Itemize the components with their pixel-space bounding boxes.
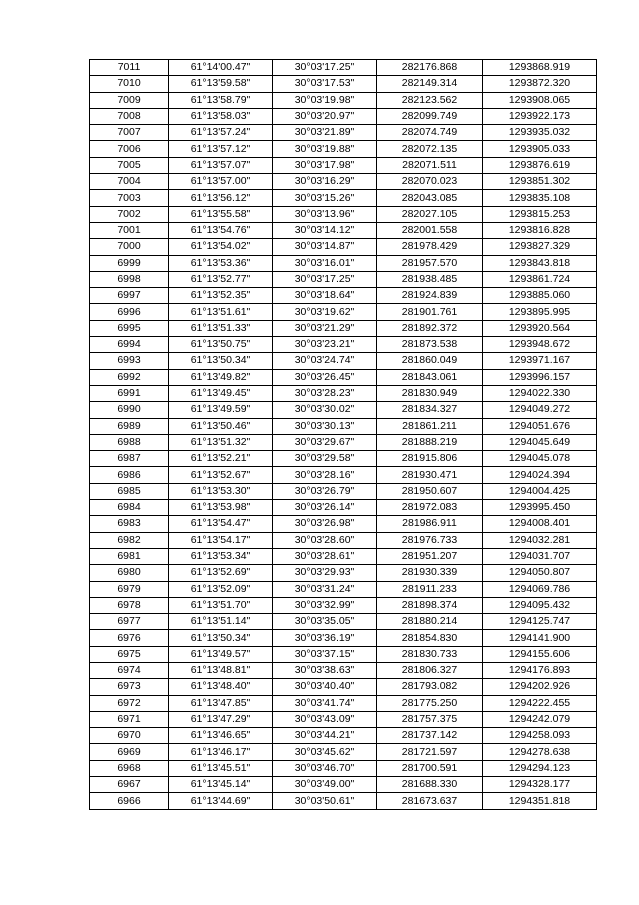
x-coordinate-cell: 281892.372 xyxy=(377,320,483,336)
point-id-cell: 6993 xyxy=(90,353,169,369)
longitude-cell: 30°03'16.29" xyxy=(273,174,377,190)
table-row xyxy=(90,141,597,157)
point-id-cell: 6982 xyxy=(90,532,169,548)
longitude-cell: 30°03'26.79" xyxy=(273,483,377,499)
table-row xyxy=(90,451,597,467)
latitude-cell: 61°13'58.79" xyxy=(169,92,273,108)
y-coordinate-cell: 1294294.123 xyxy=(483,760,597,776)
y-coordinate-cell: 1294141.900 xyxy=(483,630,597,646)
table-row xyxy=(90,679,597,695)
x-coordinate-cell: 281830.949 xyxy=(377,385,483,401)
table-row xyxy=(90,581,597,597)
y-coordinate-cell: 1293920.564 xyxy=(483,320,597,336)
table-row xyxy=(90,646,597,662)
x-coordinate-cell: 281930.339 xyxy=(377,565,483,581)
latitude-cell: 61°13'49.59" xyxy=(169,402,273,418)
latitude-cell: 61°13'53.34" xyxy=(169,548,273,564)
x-coordinate-cell: 281721.597 xyxy=(377,744,483,760)
coordinates-table xyxy=(89,59,597,810)
y-coordinate-cell: 1293995.450 xyxy=(483,500,597,516)
x-coordinate-cell: 281830.733 xyxy=(377,646,483,662)
table-row xyxy=(90,630,597,646)
longitude-cell: 30°03'19.88" xyxy=(273,141,377,157)
latitude-cell: 61°13'57.12" xyxy=(169,141,273,157)
y-coordinate-cell: 1293895.995 xyxy=(483,304,597,320)
x-coordinate-cell: 282149.314 xyxy=(377,76,483,92)
y-coordinate-cell: 1293835.108 xyxy=(483,190,597,206)
longitude-cell: 30°03'18.64" xyxy=(273,288,377,304)
longitude-cell: 30°03'29.93" xyxy=(273,565,377,581)
point-id-cell: 6972 xyxy=(90,695,169,711)
point-id-cell: 7006 xyxy=(90,141,169,157)
point-id-cell: 7002 xyxy=(90,206,169,222)
x-coordinate-cell: 281673.637 xyxy=(377,793,483,809)
latitude-cell: 61°14'00.47" xyxy=(169,60,273,76)
x-coordinate-cell: 281898.374 xyxy=(377,597,483,613)
point-id-cell: 7005 xyxy=(90,157,169,173)
y-coordinate-cell: 1294351.818 xyxy=(483,793,597,809)
latitude-cell: 61°13'48.40" xyxy=(169,679,273,695)
table-row xyxy=(90,793,597,809)
point-id-cell: 6981 xyxy=(90,548,169,564)
y-coordinate-cell: 1294095.432 xyxy=(483,597,597,613)
table-row xyxy=(90,597,597,613)
latitude-cell: 61°13'49.82" xyxy=(169,369,273,385)
y-coordinate-cell: 1293885.060 xyxy=(483,288,597,304)
y-coordinate-cell: 1294050.807 xyxy=(483,565,597,581)
point-id-cell: 6968 xyxy=(90,760,169,776)
x-coordinate-cell: 281972.083 xyxy=(377,500,483,516)
table-row xyxy=(90,222,597,238)
latitude-cell: 61°13'50.34" xyxy=(169,630,273,646)
point-id-cell: 6977 xyxy=(90,614,169,630)
table-row xyxy=(90,500,597,516)
table-row xyxy=(90,125,597,141)
table-row xyxy=(90,565,597,581)
latitude-cell: 61°13'46.65" xyxy=(169,728,273,744)
point-id-cell: 7009 xyxy=(90,92,169,108)
latitude-cell: 61°13'52.09" xyxy=(169,581,273,597)
longitude-cell: 30°03'46.70" xyxy=(273,760,377,776)
y-coordinate-cell: 1293827.329 xyxy=(483,239,597,255)
x-coordinate-cell: 281888.219 xyxy=(377,434,483,450)
table-row xyxy=(90,304,597,320)
table-row xyxy=(90,255,597,271)
y-coordinate-cell: 1294242.079 xyxy=(483,711,597,727)
point-id-cell: 6971 xyxy=(90,711,169,727)
point-id-cell: 6987 xyxy=(90,451,169,467)
y-coordinate-cell: 1293815.253 xyxy=(483,206,597,222)
x-coordinate-cell: 281861.211 xyxy=(377,418,483,434)
y-coordinate-cell: 1293861.724 xyxy=(483,271,597,287)
longitude-cell: 30°03'21.29" xyxy=(273,320,377,336)
point-id-cell: 6998 xyxy=(90,271,169,287)
longitude-cell: 30°03'17.98" xyxy=(273,157,377,173)
x-coordinate-cell: 281834.327 xyxy=(377,402,483,418)
longitude-cell: 30°03'23.21" xyxy=(273,337,377,353)
x-coordinate-cell: 281986.911 xyxy=(377,516,483,532)
y-coordinate-cell: 1293843.818 xyxy=(483,255,597,271)
y-coordinate-cell: 1293908.065 xyxy=(483,92,597,108)
latitude-cell: 61°13'53.98" xyxy=(169,500,273,516)
longitude-cell: 30°03'16.01" xyxy=(273,255,377,271)
x-coordinate-cell: 281938.485 xyxy=(377,271,483,287)
point-id-cell: 6989 xyxy=(90,418,169,434)
x-coordinate-cell: 282176.868 xyxy=(377,60,483,76)
point-id-cell: 6973 xyxy=(90,679,169,695)
table-row xyxy=(90,369,597,385)
latitude-cell: 61°13'56.12" xyxy=(169,190,273,206)
x-coordinate-cell: 282070.023 xyxy=(377,174,483,190)
y-coordinate-cell: 1294222.455 xyxy=(483,695,597,711)
point-id-cell: 6983 xyxy=(90,516,169,532)
y-coordinate-cell: 1293935.032 xyxy=(483,125,597,141)
table-row xyxy=(90,711,597,727)
latitude-cell: 61°13'53.36" xyxy=(169,255,273,271)
table-row xyxy=(90,76,597,92)
table-row xyxy=(90,777,597,793)
x-coordinate-cell: 281976.733 xyxy=(377,532,483,548)
table-row xyxy=(90,353,597,369)
latitude-cell: 61°13'49.57" xyxy=(169,646,273,662)
y-coordinate-cell: 1294155.606 xyxy=(483,646,597,662)
point-id-cell: 6980 xyxy=(90,565,169,581)
longitude-cell: 30°03'17.53" xyxy=(273,76,377,92)
longitude-cell: 30°03'28.23" xyxy=(273,385,377,401)
table-row xyxy=(90,206,597,222)
table-row xyxy=(90,190,597,206)
longitude-cell: 30°03'40.40" xyxy=(273,679,377,695)
table-row xyxy=(90,402,597,418)
point-id-cell: 6988 xyxy=(90,434,169,450)
x-coordinate-cell: 282072.135 xyxy=(377,141,483,157)
point-id-cell: 6969 xyxy=(90,744,169,760)
y-coordinate-cell: 1294125.747 xyxy=(483,614,597,630)
table-row xyxy=(90,385,597,401)
y-coordinate-cell: 1293876.619 xyxy=(483,157,597,173)
latitude-cell: 61°13'50.46" xyxy=(169,418,273,434)
point-id-cell: 6990 xyxy=(90,402,169,418)
table-row xyxy=(90,760,597,776)
x-coordinate-cell: 281950.607 xyxy=(377,483,483,499)
latitude-cell: 61°13'51.61" xyxy=(169,304,273,320)
point-id-cell: 6991 xyxy=(90,385,169,401)
longitude-cell: 30°03'29.67" xyxy=(273,434,377,450)
y-coordinate-cell: 1294004.425 xyxy=(483,483,597,499)
point-id-cell: 6966 xyxy=(90,793,169,809)
y-coordinate-cell: 1294176.893 xyxy=(483,662,597,678)
longitude-cell: 30°03'35.05" xyxy=(273,614,377,630)
latitude-cell: 61°13'51.70" xyxy=(169,597,273,613)
x-coordinate-cell: 281880.214 xyxy=(377,614,483,630)
latitude-cell: 61°13'59.58" xyxy=(169,76,273,92)
x-coordinate-cell: 281978.429 xyxy=(377,239,483,255)
y-coordinate-cell: 1293971.167 xyxy=(483,353,597,369)
latitude-cell: 61°13'52.77" xyxy=(169,271,273,287)
y-coordinate-cell: 1294045.649 xyxy=(483,434,597,450)
latitude-cell: 61°13'54.02" xyxy=(169,239,273,255)
x-coordinate-cell: 282099.749 xyxy=(377,108,483,124)
latitude-cell: 61°13'52.21" xyxy=(169,451,273,467)
x-coordinate-cell: 281688.330 xyxy=(377,777,483,793)
point-id-cell: 7008 xyxy=(90,108,169,124)
point-id-cell: 6985 xyxy=(90,483,169,499)
y-coordinate-cell: 1294045.078 xyxy=(483,451,597,467)
point-id-cell: 6984 xyxy=(90,500,169,516)
longitude-cell: 30°03'38.63" xyxy=(273,662,377,678)
longitude-cell: 30°03'28.16" xyxy=(273,467,377,483)
table-row xyxy=(90,157,597,173)
table-row xyxy=(90,532,597,548)
point-id-cell: 7000 xyxy=(90,239,169,255)
x-coordinate-cell: 281843.061 xyxy=(377,369,483,385)
longitude-cell: 30°03'21.89" xyxy=(273,125,377,141)
x-coordinate-cell: 281901.761 xyxy=(377,304,483,320)
latitude-cell: 61°13'53.30" xyxy=(169,483,273,499)
y-coordinate-cell: 1293816.828 xyxy=(483,222,597,238)
y-coordinate-cell: 1294008.401 xyxy=(483,516,597,532)
table-row xyxy=(90,108,597,124)
x-coordinate-cell: 281930.471 xyxy=(377,467,483,483)
x-coordinate-cell: 282027.105 xyxy=(377,206,483,222)
x-coordinate-cell: 281915.806 xyxy=(377,451,483,467)
y-coordinate-cell: 1293851.302 xyxy=(483,174,597,190)
x-coordinate-cell: 281860.049 xyxy=(377,353,483,369)
x-coordinate-cell: 281757.375 xyxy=(377,711,483,727)
latitude-cell: 61°13'55.58" xyxy=(169,206,273,222)
table-row xyxy=(90,174,597,190)
point-id-cell: 6978 xyxy=(90,597,169,613)
latitude-cell: 61°13'54.76" xyxy=(169,222,273,238)
latitude-cell: 61°13'58.03" xyxy=(169,108,273,124)
y-coordinate-cell: 1294022.330 xyxy=(483,385,597,401)
x-coordinate-cell: 281700.591 xyxy=(377,760,483,776)
longitude-cell: 30°03'14.87" xyxy=(273,239,377,255)
y-coordinate-cell: 1294049.272 xyxy=(483,402,597,418)
longitude-cell: 30°03'24.74" xyxy=(273,353,377,369)
x-coordinate-cell: 281737.142 xyxy=(377,728,483,744)
table-row xyxy=(90,728,597,744)
latitude-cell: 61°13'48.81" xyxy=(169,662,273,678)
latitude-cell: 61°13'50.75" xyxy=(169,337,273,353)
latitude-cell: 61°13'44.69" xyxy=(169,793,273,809)
latitude-cell: 61°13'54.17" xyxy=(169,532,273,548)
point-id-cell: 7011 xyxy=(90,60,169,76)
x-coordinate-cell: 281951.207 xyxy=(377,548,483,564)
latitude-cell: 61°13'57.00" xyxy=(169,174,273,190)
x-coordinate-cell: 281924.839 xyxy=(377,288,483,304)
longitude-cell: 30°03'36.19" xyxy=(273,630,377,646)
table-row xyxy=(90,483,597,499)
latitude-cell: 61°13'54.47" xyxy=(169,516,273,532)
point-id-cell: 6974 xyxy=(90,662,169,678)
table-row xyxy=(90,239,597,255)
longitude-cell: 30°03'50.61" xyxy=(273,793,377,809)
longitude-cell: 30°03'32.99" xyxy=(273,597,377,613)
latitude-cell: 61°13'57.07" xyxy=(169,157,273,173)
longitude-cell: 30°03'29.58" xyxy=(273,451,377,467)
y-coordinate-cell: 1294278.638 xyxy=(483,744,597,760)
longitude-cell: 30°03'19.98" xyxy=(273,92,377,108)
x-coordinate-cell: 282071.511 xyxy=(377,157,483,173)
x-coordinate-cell: 281911.233 xyxy=(377,581,483,597)
y-coordinate-cell: 1294032.281 xyxy=(483,532,597,548)
point-id-cell: 6975 xyxy=(90,646,169,662)
table-row xyxy=(90,548,597,564)
table-row xyxy=(90,434,597,450)
longitude-cell: 30°03'44.21" xyxy=(273,728,377,744)
latitude-cell: 61°13'45.14" xyxy=(169,777,273,793)
point-id-cell: 6967 xyxy=(90,777,169,793)
x-coordinate-cell: 281775.250 xyxy=(377,695,483,711)
point-id-cell: 7010 xyxy=(90,76,169,92)
latitude-cell: 61°13'47.85" xyxy=(169,695,273,711)
latitude-cell: 61°13'46.17" xyxy=(169,744,273,760)
longitude-cell: 30°03'30.02" xyxy=(273,402,377,418)
table-row xyxy=(90,271,597,287)
longitude-cell: 30°03'17.25" xyxy=(273,271,377,287)
longitude-cell: 30°03'30.13" xyxy=(273,418,377,434)
y-coordinate-cell: 1293905.033 xyxy=(483,141,597,157)
x-coordinate-cell: 281806.327 xyxy=(377,662,483,678)
latitude-cell: 61°13'51.32" xyxy=(169,434,273,450)
y-coordinate-cell: 1293872.320 xyxy=(483,76,597,92)
x-coordinate-cell: 282001.558 xyxy=(377,222,483,238)
point-id-cell: 6979 xyxy=(90,581,169,597)
longitude-cell: 30°03'17.25" xyxy=(273,60,377,76)
table-row xyxy=(90,92,597,108)
table-row xyxy=(90,467,597,483)
longitude-cell: 30°03'14.12" xyxy=(273,222,377,238)
longitude-cell: 30°03'28.61" xyxy=(273,548,377,564)
longitude-cell: 30°03'19.62" xyxy=(273,304,377,320)
y-coordinate-cell: 1293868.919 xyxy=(483,60,597,76)
table-row xyxy=(90,288,597,304)
longitude-cell: 30°03'13.96" xyxy=(273,206,377,222)
longitude-cell: 30°03'31.24" xyxy=(273,581,377,597)
point-id-cell: 7004 xyxy=(90,174,169,190)
longitude-cell: 30°03'41.74" xyxy=(273,695,377,711)
point-id-cell: 7003 xyxy=(90,190,169,206)
x-coordinate-cell: 282123.562 xyxy=(377,92,483,108)
latitude-cell: 61°13'49.45" xyxy=(169,385,273,401)
latitude-cell: 61°13'45.51" xyxy=(169,760,273,776)
latitude-cell: 61°13'52.67" xyxy=(169,467,273,483)
y-coordinate-cell: 1294031.707 xyxy=(483,548,597,564)
longitude-cell: 30°03'26.98" xyxy=(273,516,377,532)
longitude-cell: 30°03'45.62" xyxy=(273,744,377,760)
longitude-cell: 30°03'20.97" xyxy=(273,108,377,124)
y-coordinate-cell: 1293948.672 xyxy=(483,337,597,353)
y-coordinate-cell: 1294202.926 xyxy=(483,679,597,695)
longitude-cell: 30°03'26.14" xyxy=(273,500,377,516)
x-coordinate-cell: 281873.538 xyxy=(377,337,483,353)
point-id-cell: 6992 xyxy=(90,369,169,385)
x-coordinate-cell: 282074.749 xyxy=(377,125,483,141)
y-coordinate-cell: 1293922.173 xyxy=(483,108,597,124)
latitude-cell: 61°13'52.35" xyxy=(169,288,273,304)
table-row xyxy=(90,418,597,434)
point-id-cell: 6994 xyxy=(90,337,169,353)
coordinates-table-body xyxy=(90,60,597,810)
x-coordinate-cell: 281957.570 xyxy=(377,255,483,271)
longitude-cell: 30°03'37.15" xyxy=(273,646,377,662)
longitude-cell: 30°03'28.60" xyxy=(273,532,377,548)
longitude-cell: 30°03'43.09" xyxy=(273,711,377,727)
point-id-cell: 7007 xyxy=(90,125,169,141)
y-coordinate-cell: 1294328.177 xyxy=(483,777,597,793)
point-id-cell: 6995 xyxy=(90,320,169,336)
table-row xyxy=(90,320,597,336)
latitude-cell: 61°13'51.14" xyxy=(169,614,273,630)
table-row xyxy=(90,614,597,630)
y-coordinate-cell: 1294258.093 xyxy=(483,728,597,744)
x-coordinate-cell: 281793.082 xyxy=(377,679,483,695)
table-row xyxy=(90,337,597,353)
point-id-cell: 7001 xyxy=(90,222,169,238)
y-coordinate-cell: 1294024.394 xyxy=(483,467,597,483)
latitude-cell: 61°13'47.29" xyxy=(169,711,273,727)
latitude-cell: 61°13'52.69" xyxy=(169,565,273,581)
point-id-cell: 6970 xyxy=(90,728,169,744)
table-row xyxy=(90,744,597,760)
y-coordinate-cell: 1294069.786 xyxy=(483,581,597,597)
point-id-cell: 6999 xyxy=(90,255,169,271)
table-row xyxy=(90,516,597,532)
latitude-cell: 61°13'51.33" xyxy=(169,320,273,336)
point-id-cell: 6996 xyxy=(90,304,169,320)
x-coordinate-cell: 282043.085 xyxy=(377,190,483,206)
y-coordinate-cell: 1294051.676 xyxy=(483,418,597,434)
x-coordinate-cell: 281854.830 xyxy=(377,630,483,646)
y-coordinate-cell: 1293996.157 xyxy=(483,369,597,385)
table-row xyxy=(90,662,597,678)
point-id-cell: 6986 xyxy=(90,467,169,483)
table-row xyxy=(90,695,597,711)
longitude-cell: 30°03'26.45" xyxy=(273,369,377,385)
point-id-cell: 6976 xyxy=(90,630,169,646)
longitude-cell: 30°03'15.26" xyxy=(273,190,377,206)
latitude-cell: 61°13'57.24" xyxy=(169,125,273,141)
longitude-cell: 30°03'49.00" xyxy=(273,777,377,793)
point-id-cell: 6997 xyxy=(90,288,169,304)
latitude-cell: 61°13'50.34" xyxy=(169,353,273,369)
table-row xyxy=(90,60,597,76)
